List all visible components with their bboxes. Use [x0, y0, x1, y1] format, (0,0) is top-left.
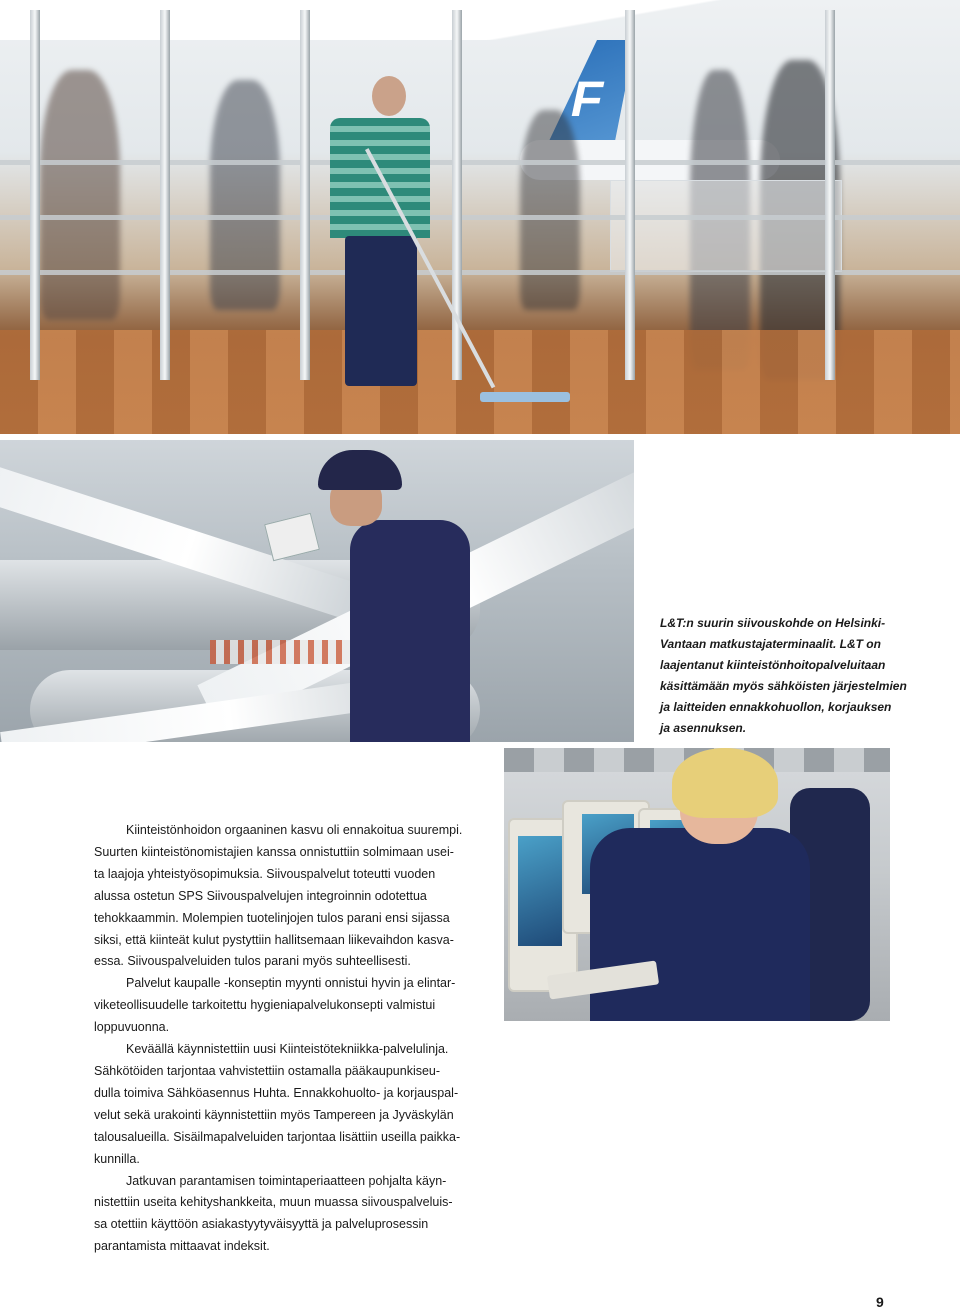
caption-line: ja asennuksen. [660, 721, 747, 735]
operator-hair [672, 748, 778, 818]
body-text-line: viketeollisuudelle tarkoitettu hygieniapalvelukonsepti valmistui [94, 998, 436, 1013]
body-text-line: loppuvuonna. [94, 1020, 170, 1035]
wooden-floor [0, 330, 960, 434]
photo-electrician-ceiling [0, 440, 634, 742]
body-text-line: sa otettiin käyttöön asiakastyytyväisyyttä ja palveluprosessin [94, 1217, 429, 1232]
operator-body [590, 828, 810, 1021]
electrician-body [350, 520, 470, 742]
caption-line: L&T:n suurin siivouskohde on Helsinki- [660, 616, 886, 630]
glass-railing [0, 270, 960, 275]
display-shelf [610, 180, 842, 272]
body-text-line: essa. Siivouspalveluiden tulos parani myös suhteellisesti. [94, 954, 411, 969]
body-text [94, 820, 494, 1258]
body-text-line: dulla toimiva Sähköasennus Huhta. Ennakkohuolto- ja korjauspal- [94, 1085, 459, 1100]
caption-line: laajentanut kiinteistönhoitopalveluitaan [660, 658, 886, 672]
window-mullion [625, 10, 635, 380]
caption-line: ja laitteiden ennakkohuollon, korjauksen [660, 700, 892, 714]
body-text-line: velut sekä urakointi käynnistettiin myös Tampereen ja Jyväskylän [94, 1107, 454, 1122]
monitor-screen [518, 836, 562, 946]
body-text-line: Palvelut kaupalle -konseptin myynti onnistui hyvin ja elintar- [126, 976, 456, 991]
glass-railing [0, 215, 960, 220]
blurred-passenger [520, 110, 580, 310]
body-text-line: nistettiin useita kehityshankkeita, muun muassa siivouspalveluis- [94, 1195, 453, 1210]
body-text-line: parantamista mittaavat indeksit. [94, 1239, 270, 1254]
photo-caption [660, 613, 920, 739]
body-text-line: Jatkuvan parantamisen toimintaperiaatteen pohjalta käyn- [126, 1173, 447, 1188]
caption-line: Vantaan matkustajaterminaalit. L&T on [660, 637, 881, 651]
body-text-line: tehokkaammin. Molempien tuotelinjojen tulos parani ensi sijassa [94, 910, 450, 925]
window-mullion [300, 10, 310, 380]
window-mullion [825, 10, 835, 380]
body-text-line: alussa ostetun SPS Siivouspalvelujen integroinnin odotettua [94, 888, 427, 903]
cleaner-head [372, 76, 406, 116]
cleaner-trousers [345, 236, 417, 386]
body-text-line: siksi, että kiinteät kulut pystyttiin hallitsemaan liikevaihdon kasva- [94, 932, 454, 947]
window-mullion [160, 10, 170, 380]
glass-railing [0, 160, 960, 165]
body-text-line: kunnilla. [94, 1151, 140, 1166]
body-text-line: Sähkötöiden tarjontaa vahvistettiin ostamalla pääkaupunkiseu- [94, 1063, 441, 1078]
page-number: 9 [876, 1294, 884, 1310]
cable-tray [210, 640, 360, 664]
body-text-line: talousalueilla. Sisäilmapalveluiden tarjontaa lisättiin useilla paikka- [94, 1129, 461, 1144]
body-text-line: Kiinteistönhoidon orgaaninen kasvu oli ennakoitua suurempi. [126, 823, 463, 837]
photo-sky [0, 0, 960, 40]
body-text-line: Keväällä käynnistettiin uusi Kiinteistötekniikka-palvelulinja. [126, 1042, 449, 1057]
body-text-line: Suurten kiinteistönomistajien kanssa onnistuttiin solmimaan usei- [94, 844, 454, 859]
blurred-passenger [210, 80, 280, 310]
photo-terminal-cleaning [0, 0, 960, 434]
window-mullion [30, 10, 40, 380]
blurred-passenger [40, 70, 120, 320]
mop-head [480, 392, 570, 402]
caption-line: käsittämään myös sähköisten järjestelmien [660, 679, 907, 693]
body-text-line: ta laajoja yhteistyösopimuksia. Siivouspalvelut toteutti vuoden [94, 866, 436, 881]
aircraft-tail-logo: F [566, 71, 609, 127]
